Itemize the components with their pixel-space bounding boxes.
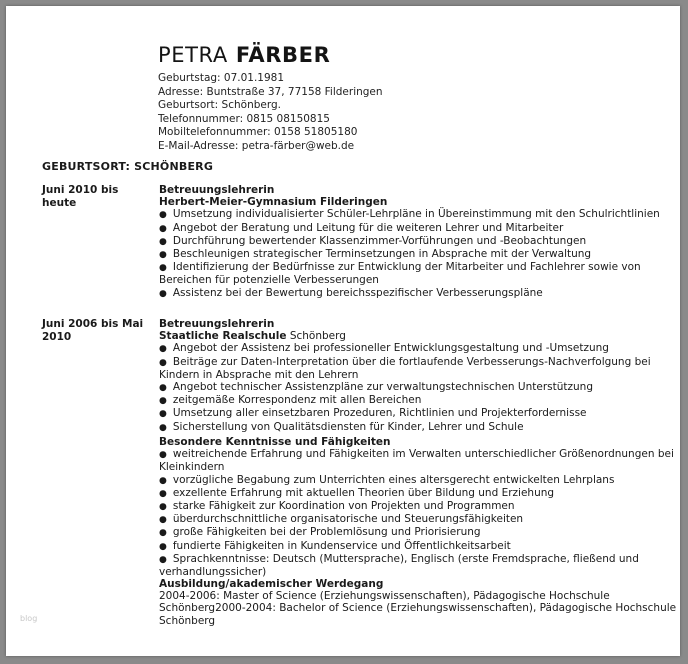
bullet-icon: ● [159,357,167,368]
contact-phone: Telefonnummer: 0815 08150815 [158,112,330,125]
bullet-text: Identifizierung der Bedürfnisse zur Entwicklung der Mitarbeiter und Fachlehrer sowie von Bereichen für potenzielle Verbesserungen [159,261,641,287]
contact-address: Adresse: Buntstraße 37, 77158 Filderingen [158,85,383,98]
bullet-item [159,208,679,221]
skills-heading: Besondere Kenntnisse und Fähigkeiten [159,436,391,448]
bullet-text: Beschleunigen strategischer Terminsetzungen in Absprache mit der Verwaltung [172,248,592,261]
bullet-text: Durchführung bewertender Klassenzimmer-Vorführungen und -Beobachtungen [172,234,587,247]
bullet-text: starke Fähigkeit zur Koordination von Projekten und Programmen [172,500,515,513]
bullet-item [159,342,679,355]
bullet-text: Sprachkenntnisse: Deutsch (Muttersprache), Englisch (erste Fremdsprache, fließend und verhandlungssicher) [159,552,639,579]
education-heading: Ausbildung/akademischer Werdegang [159,578,384,590]
bullet-item [159,287,679,300]
bullet-icon: ● [159,344,167,355]
education-text: 2004-2006: Master of Science (Erziehungswissenschaften), Pädagogische Hochschule Schönberg2000-2004: Bachelor of Science (Erziehungswissenschaften), Pädagogische Hochschule Schönberg [159,590,677,627]
contact-birthday: Geburtstag: 07.01.1981 [158,72,285,84]
bullet-text: exzellente Erfahrung mit aktuellen Theorien über Bildung und Erziehung [172,486,555,499]
bullet-item [159,407,679,420]
entry-date: Juni 2010 bis heute [42,184,119,209]
bullet-icon: ● [159,541,167,552]
bullet-text: Angebot technischer Assistenzpläne zur verwaltungstechnischen Unterstützung [172,381,593,394]
skills-section [159,436,679,578]
bullet-icon: ● [159,263,167,274]
first-name: PETRA [158,43,228,67]
resume-name [158,42,330,68]
resume-page [6,6,680,656]
bullet-item [159,513,679,526]
entry-body [159,184,679,300]
watermark: blog [20,614,38,623]
bullet-icon: ● [159,502,167,513]
institution-name: Staatliche Realschule [159,330,287,343]
bullet-icon: ● [159,450,167,461]
bullet-item [159,421,679,434]
bullet-text: vorzügliche Begabung zum Unterrichten eines altersgerecht entwickelten Lehrplans [172,473,615,486]
institution-name: Herbert-Meier-Gymnasium Filderingen [159,196,388,209]
section-heading: GEBURTSORT: SCHÖNBERG [42,160,214,173]
education-section [159,578,679,627]
bullet-icon: ● [159,515,167,526]
bullet-icon: ● [159,236,167,247]
bullet-item [159,474,679,487]
bullet-item [159,500,679,513]
bullet-text: weitreichende Erfahrung und Fähigkeiten im Verwalten unterschiedlicher Größenordnungen bei Kleinkindern [159,448,674,474]
bullet-icon: ● [159,210,167,221]
bullet-text: Umsetzung aller einsetzbaren Prozeduren, Richtlinien und Projekterfordernisse [172,407,587,420]
bullet-icon: ● [159,475,167,486]
bullet-item [159,356,679,381]
bullet-icon: ● [159,528,167,539]
bullet-item [159,553,679,578]
bullet-item [159,261,679,286]
bullet-item [159,248,679,261]
bullet-item [159,394,679,407]
bullet-item [159,526,679,539]
bullet-icon: ● [159,409,167,420]
bullet-item [159,487,679,500]
bullet-item [159,540,679,553]
last-name: FÄRBER [235,43,331,67]
bullet-icon: ● [159,223,167,234]
bullet-icon: ● [159,383,167,394]
contact-block [158,72,383,154]
bullet-item [159,381,679,394]
bullet-text: große Fähigkeiten bei der Problemlösung und Priorisierung [172,526,481,539]
bullet-text: zeitgemäße Korrespondenz mit allen Bereichen [172,394,422,407]
bullet-text: Sicherstellung von Qualitätsdiensten für Kinder, Lehrer und Schule [172,420,524,433]
bullet-icon: ● [159,554,167,565]
entry-title: Betreuungslehrerin [159,184,275,196]
bullet-text: Beiträge zur Daten-Interpretation über die fortlaufende Verbesserungs-Nachverfolgung bei Kindern in Absprache mit den Lehrern [159,355,651,381]
bullet-text: Assistenz bei der Bewertung bereichsspezifischer Verbesserungspläne [172,286,543,299]
bullet-text: überdurchschnittliche organisatorische und Steuerungsfähigkeiten [172,513,524,526]
institution-suffix: Schönberg [286,330,346,343]
bullet-item [159,235,679,248]
bullet-text: Angebot der Assistenz bei professioneller Entwicklungsgestaltung und -Umsetzung [172,342,609,355]
bullet-icon: ● [159,288,167,299]
bullet-icon: ● [159,250,167,261]
entry-body [159,318,679,434]
bullet-item [159,448,679,473]
bullet-text: fundierte Fähigkeiten in Kundenservice und Öffentlichkeitsarbeit [172,539,511,552]
bullet-icon: ● [159,396,167,407]
bullet-text: Angebot der Beratung und Leitung für die weiteren Lehrer und Mitarbeiter [172,221,564,234]
entry-title: Betreuungslehrerin [159,318,275,330]
bullet-item [159,222,679,235]
bullet-icon: ● [159,488,167,499]
entry-date: Juni 2006 bis Mai 2010 [42,318,144,343]
bullet-icon: ● [159,422,167,433]
entry-institution [159,196,679,208]
entry-institution [159,330,679,342]
bullet-text: Umsetzung individualisierter Schüler-Lehrpläne in Übereinstimmung mit den Schulrichtlinien [172,208,660,221]
contact-email: E-Mail-Adresse: petra-färber@web.de [158,139,355,152]
contact-mobile: Mobiltelefonnummer: 0158 51805180 [158,126,358,139]
contact-birthplace: Geburtsort: Schönberg. [158,99,281,112]
